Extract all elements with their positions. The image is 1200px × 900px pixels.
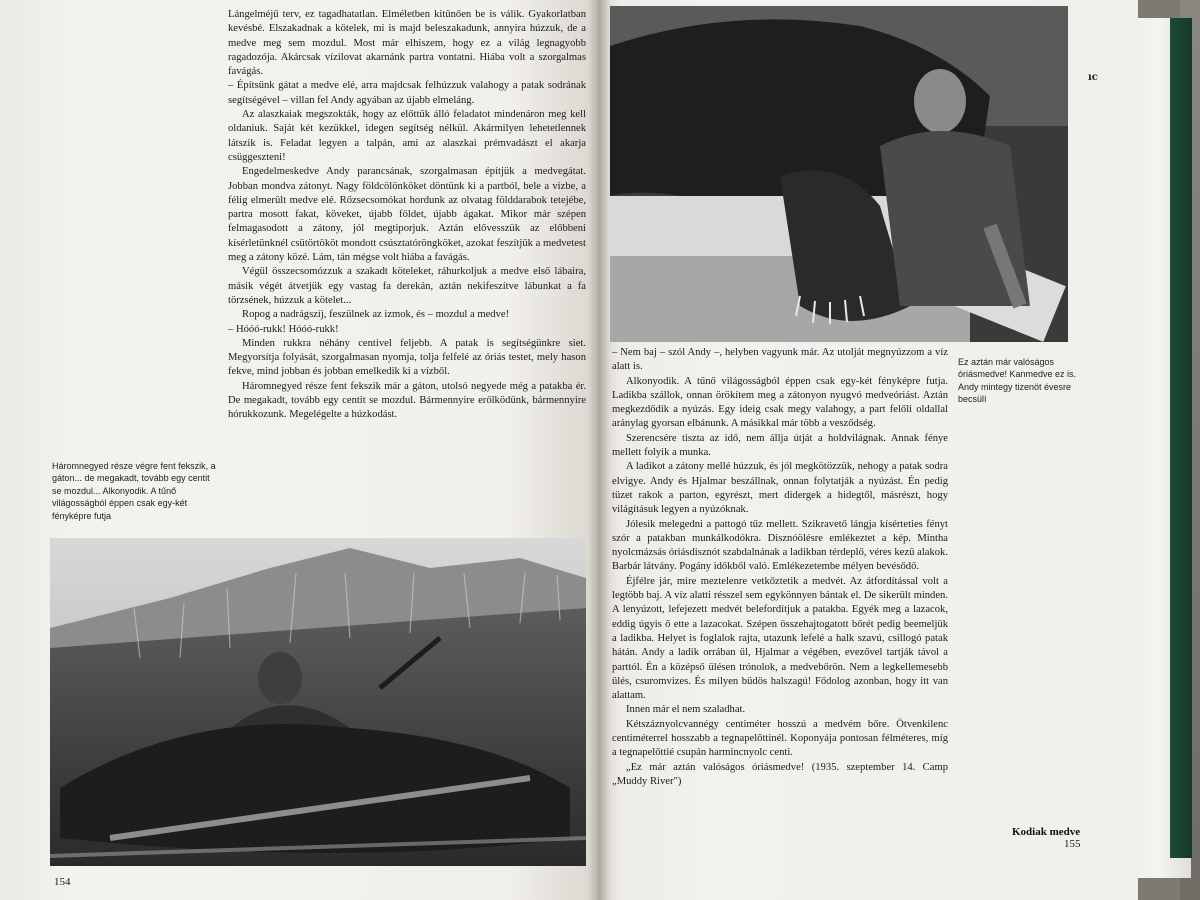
photo-illustration [50,538,586,866]
photo-hunter-with-bear [50,538,586,866]
right-page [598,0,1138,900]
left-page [0,0,598,900]
paragraph: A ladikot a zátony mellé húzzuk, és jól megkötözzük, nehogy a patak sodra elvigye. Andy és Hjalmar beszállnak, onnan folytatják a nyúzást. Én pedig tüzet rakok a parton, egyrészt, mert didergek a hidegtől, másrészt, hogy világításuk legyen a nyúzóknak. [612,461,948,516]
left-photo-caption [52,460,216,522]
running-head: Kodiak medve [1012,826,1081,838]
paragraph: Innen már el nem szaladhat. [626,704,746,716]
paragraph: Éjfélre jár, mire meztelenre vetkőztetik a medvét. Az átfordítással volt a legtöbb baj. A víz alatti résszel sem egykönnyen bántak el. De sikerült minden. A lenyúzott, lefejezett medvét belefordítjuk a patakba. Egyék meg a lazacok, eddig úgyis ő ette a lazacokat. Szépen összehajtogatott bőrét pedig beemeljük a ladikba. Helyet is foglalok rajta, utazunk lefelé a halk szavú, csillogó patak hátán. Andy a ladik orrában ül, Hjalmar a végében, evezővel tartják távol a parttól. Én a középső ülésen trónolok, a medvebőrön. Nem a legkellemesebb ülés, csuromvizes. És milyen büdös halszagú! Fődolog azonban, hogy itt van alattam. [612,575,948,702]
paragraph: Ropog a nadrágszíj, feszülnek az izmok, és – mozdul a medve! [242,309,510,321]
paragraph: – Nem baj – szól Andy –, helyben vagyunk már. Az utolját megnyúzzom a víz alatt is. [612,347,948,373]
right-photo-caption [958,356,1092,406]
paragraph: Alkonyodik. A tűnő világosságból éppen csak egy-két fényképre futja. Ladikba szállok, onnan örökítem meg a zátonyon nyugvó medveóriást. Aztán megkezdődik a nyúzás. Egy ideig csak megy valahogy, a part felőli oldallal aránylag gyorsan elbánunk. A másikkal már több a vesződség. [612,375,948,430]
paragraph: Szerencsére tiszta az idő, nem állja útját a holdvilágnak. Annak fénye mellett folyik a munka. [612,432,948,459]
page-number: 155 [1064,838,1081,850]
right-body-text [612,346,948,789]
paragraph: „Ez már aztán valóságos óriásmedve! (1935. szeptember 14. Camp „Muddy River") [612,761,948,787]
paragraph: – Hóóó-rukk! Hóóó-rukk! [228,323,339,335]
photo-illustration [610,6,1068,342]
paragraph: Kétszáznyolcvannégy centiméter hosszú a medvém bőre. Ötvenkilenc centiméterrel hosszabb a tegnapelőttinél. Koponyája pontosan félméteres, míg a tegnapelőttié csupán harmincnyolc centi. [612,718,948,759]
photo-hunter-with-giant-bear [610,6,1068,342]
paragraph: Minden rukkra néhány centivel feljebb. A patak is segítségünkre siet. Megyorsítja folyását, szorgalmasan nyomja, tolja felfelé az óriás testet, mely hason fekve, mind jobban és jobban emelkedik ki a vízből. [228,337,586,378]
paragraph: – Építsünk gátat a medve elé, arra majdcsak felhúzzuk valahogy a patak sodrának segítségével – villan fel Andy agyában az újabb elmeláng. [228,80,586,106]
paragraph: Jólesik melegedni a pattogó tűz mellett. Szikravető lángja kísérteties fényt szór a patakban munkálkodókra. Disznóölésre emlékeztet a kép. Mintha nyolcmázsás óriásdisznót szabdalnának a ladikban térdeplő, véres kezű alakok. Barbár látvány. Pogány időkből való. Emlékezetembe mélyen bevésődő. [612,518,948,573]
caption-text: Háromnegyed része végre fent fekszik, a gáton... de megakadt, tovább egy centit se mozdul... Alkonyodik. A tűnő világosságból éppen csak egy-két fényképre futja [52,461,216,521]
book-cover-edge [1170,18,1192,858]
paragraph: Végül összecsomózzuk a szakadt köteleket, ráhurkoljuk a medve első lábaira, másik végét átvetjük egy vastag fa derekán, aztán nekifeszítve lábunkat a fa törzsének, húzzuk a kötelet... [228,266,586,306]
paragraph: Engedelmeskedve Andy parancsának, szorgalmasan építjük a medvegátat. Jobban mondva zátonyt. Nagy földcölönköket döntünk ki a partból, bele a vízbe, a félig elmerült medve elé. Rőzsecsomókat hordunk az olvatag földdarabok tetejébe, partra mosott fakat, köveket, újabb földet, újabb ágakat. Mikor már szépen felmagasodott a zátony, jól megtiporjuk. Aztán elővesszük az előbbeni kísérletünknél csütörtököt mondott csúsztatóröngköket, azokat feszítjük a medvetest meg a zátony közé. Lám, tán mégse volt hiába a favágás. [228,166,586,264]
book-gutter [588,0,610,900]
paragraph: Lángelméjű terv, ez tagadhatatlan. Elméletben kitűnően be is válik. Gyakorlatban kevésbé. Elszakadnak a kötelek, mi is majd beleszakadunk, annyira húzzuk, de a medve meg sem mozdul. Most már elhiszem, hogy ez a világ legnagyobb ragadozója. Akárcsak vízilovat akarnánk partra vontatni. Hiába volt a szorgalmas favágás. [228,9,586,78]
paragraph: Az alaszkaiak megszokták, hogy az előttük álló feladatot mindenáron meg kell oldaniuk. Saját két kezükkel, idegen segítség nélkül. Akármilyen lehetetlennek látszik is. Feladat legyen a talpán, ami az alaszkai prémvadászt el akarja csüggeszteni! [228,109,586,163]
caption-text: Ez aztán már valóságos óriásmedve! Kanmedve ez is. Andy mintegy tizenöt évesre becsülí [958,357,1077,405]
paragraph: Háromnegyed része fent fekszik már a gáton, utolsó negyede még a patakba ér. De megakadt, tovább egy centit se mozdul. Bármennyire erőlködünk, bármennyire hórukkozunk. Megelégelte a húzkodást. [228,380,586,421]
running-head-fragment: ıc [1088,72,1098,83]
page-number: 154 [54,876,71,888]
left-body-text [228,8,586,423]
